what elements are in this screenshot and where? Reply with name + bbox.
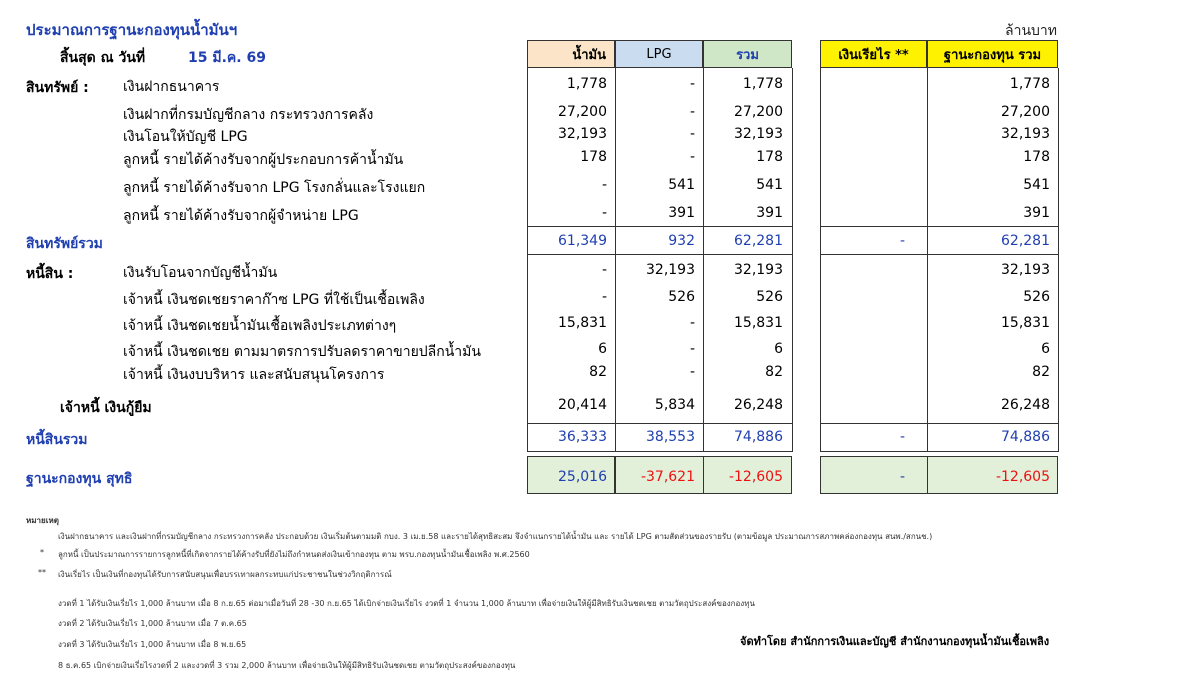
loan-row-oil: 20,414 bbox=[558, 397, 607, 413]
grid-line bbox=[527, 451, 792, 452]
net-position-interest: - bbox=[899, 469, 905, 485]
asset-row-fund: 391 bbox=[1023, 205, 1050, 221]
note-marker: * bbox=[40, 548, 44, 557]
asset-row-oil: - bbox=[601, 177, 607, 193]
grid-line bbox=[527, 254, 792, 255]
prepared-by: จัดทำโดย สำนักการเงินและบัญชี สำนักงานกองทุนน้ำมันเชื้อเพลิง bbox=[740, 635, 1050, 648]
asset-row-total: 1,778 bbox=[742, 76, 783, 92]
liability-row-total: 82 bbox=[765, 364, 783, 380]
liability-row-oil: 15,831 bbox=[558, 315, 607, 331]
liability-row-total: 6 bbox=[774, 341, 783, 357]
column-header-total: รวม bbox=[703, 40, 792, 68]
liability-row-lpg: - bbox=[689, 315, 695, 331]
report-title: ประมาณการฐานะกองทุนน้ำมันฯ bbox=[26, 21, 238, 39]
net-position-label: ฐานะกองทุน สุทธิ bbox=[26, 471, 133, 487]
asset-row-lpg: - bbox=[689, 76, 695, 92]
asset-row-total: 32,193 bbox=[734, 126, 783, 142]
liability-row-lpg: 32,193 bbox=[646, 262, 695, 278]
asset-row-lpg: - bbox=[689, 104, 695, 120]
asset-row-label: เงินโอนให้บัญชี LPG bbox=[123, 129, 248, 145]
asset-row-label: ลูกหนี้ รายได้ค้างรับจากผู้ประกอบการค้าน้ำมัน bbox=[123, 152, 404, 168]
column-header-oil: น้ำมัน bbox=[527, 40, 615, 68]
liability-row-fund: 82 bbox=[1032, 364, 1050, 380]
column-header-lpg: LPG bbox=[615, 40, 703, 68]
total-assets-interest: - bbox=[899, 233, 905, 249]
note-line: งวดที่ 3 ได้รับเงินเรี่ยไร 1,000 ล้านบาท เมื่อ 8 พ.ย.65 bbox=[58, 640, 247, 649]
grid-line bbox=[927, 226, 928, 452]
grid-line bbox=[820, 254, 1058, 255]
column-header-interest: เงินเรียไร ** bbox=[820, 40, 927, 68]
note-marker: ** bbox=[38, 568, 46, 577]
liability-row-fund: 526 bbox=[1023, 289, 1050, 305]
loan-row-label: เจ้าหนี้ เงินกู้ยืม bbox=[60, 400, 152, 416]
assets-section-label: สินทรัพย์ : bbox=[26, 80, 89, 96]
total-assets-label: สินทรัพย์รวม bbox=[26, 236, 103, 252]
asset-row-oil: - bbox=[601, 205, 607, 221]
total-liabilities-total: 74,886 bbox=[734, 429, 783, 445]
grid-line bbox=[703, 226, 704, 452]
asset-row-label: ลูกหนี้ รายได้ค้างรับจาก LPG โรงกลั่นและโรงแยก bbox=[123, 180, 426, 196]
loan-row-lpg: 5,834 bbox=[654, 397, 695, 413]
liability-row-oil: 82 bbox=[589, 364, 607, 380]
total-liabilities-fund: 74,886 bbox=[1001, 429, 1050, 445]
note-line: งวดที่ 1 ได้รับเงินเรี่ยไร 1,000 ล้านบาท เมื่อ 8 ก.ย.65 ต่อมาเมื่อวันที่ 28 -30 ก.ย.65 ได้เบิกจ่ายเงินเรี่ยไร งวดที่ 1 จำนวน 1,000 ล้านบาท เพื่อจ่ายเงินให้ผู้มีสิทธิรับเงินชดเชย ตามวัตถุประสงค์ของกองทุน bbox=[58, 599, 755, 608]
liability-row-label: เจ้าหนี้ เงินชดเชยราคาก๊าซ LPG ที่ใช้เป็นเชื้อเพลิง bbox=[123, 292, 425, 308]
asset-row-label: เงินฝากที่กรมบัญชีกลาง กระทรวงการคลัง bbox=[123, 107, 374, 123]
total-liabilities-oil: 36,333 bbox=[558, 429, 607, 445]
liability-row-total: 32,193 bbox=[734, 262, 783, 278]
period-label: สิ้นสุด ณ วันที่ bbox=[60, 50, 146, 66]
liability-row-label: เจ้าหนี้ เงินงบบริหาร และสนับสนุนโครงการ bbox=[123, 367, 385, 383]
asset-row-oil: 27,200 bbox=[558, 104, 607, 120]
grid-line bbox=[1058, 226, 1059, 452]
asset-row-total: 391 bbox=[756, 205, 783, 221]
asset-row-total: 178 bbox=[756, 149, 783, 165]
asset-row-lpg: - bbox=[689, 126, 695, 142]
grid-line bbox=[820, 226, 821, 452]
grid-line bbox=[820, 423, 1058, 424]
asset-row-oil: 1,778 bbox=[566, 76, 607, 92]
liability-row-label: เงินรับโอนจากบัญชีน้ำมัน bbox=[123, 265, 278, 281]
grid-line bbox=[527, 226, 528, 452]
asset-row-lpg: 541 bbox=[668, 177, 695, 193]
grid-line bbox=[820, 226, 1058, 227]
grid-line bbox=[527, 423, 792, 424]
grid-line bbox=[527, 226, 792, 227]
net-position-lpg: -37,621 bbox=[640, 469, 695, 485]
net-position-fund: -12,605 bbox=[995, 469, 1050, 485]
liability-row-lpg: - bbox=[689, 341, 695, 357]
liability-row-fund: 15,831 bbox=[1001, 315, 1050, 331]
total-assets-fund: 62,281 bbox=[1001, 233, 1050, 249]
asset-row-lpg: - bbox=[689, 149, 695, 165]
total-liabilities-interest: - bbox=[899, 429, 905, 445]
grid-line bbox=[1058, 68, 1059, 226]
liability-row-oil: - bbox=[601, 289, 607, 305]
liability-row-label: เจ้าหนี้ เงินชดเชย ตามมาตรการปรับลดราคาขายปลีกน้ำมัน bbox=[123, 344, 481, 360]
note-line: เงินฝากธนาคาร และเงินฝากที่กรมบัญชีกลาง กระทรวงการคลัง ประกอบด้วย เงินเริ่มต้นตามมติ กบง. 3 เม.ย.58 และรายได้สุทธิสะสม จึงจำแนกรายได้น้ำมัน และ รายได้ LPG ตามสัดส่วนของรายรับ (ตามข้อมูล ประมาณการสภาพคล่องกองทุน สนพ./สกนช.) bbox=[58, 532, 933, 541]
grid-line bbox=[820, 451, 1058, 452]
liabilities-section-label: หนี้สิน : bbox=[26, 266, 74, 282]
total-assets-oil: 61,349 bbox=[558, 233, 607, 249]
liability-row-label: เจ้าหนี้ เงินชดเชยน้ำมันเชื้อเพลิงประเภทต่างๆ bbox=[123, 318, 397, 334]
loan-row-fund: 26,248 bbox=[1001, 397, 1050, 413]
notes-heading: หมายเหตุ bbox=[26, 516, 59, 525]
liability-row-oil: - bbox=[601, 262, 607, 278]
column-header-fund: ฐานะกองทุน รวม bbox=[927, 40, 1058, 68]
liability-row-total: 526 bbox=[756, 289, 783, 305]
unit-label: ล้านบาท bbox=[1005, 23, 1057, 39]
asset-row-oil: 32,193 bbox=[558, 126, 607, 142]
asset-row-total: 27,200 bbox=[734, 104, 783, 120]
asset-row-lpg: 391 bbox=[668, 205, 695, 221]
liability-row-oil: 6 bbox=[598, 341, 607, 357]
liability-row-total: 15,831 bbox=[734, 315, 783, 331]
note-line: ลูกหนี้ เป็นประมาณการรายการลูกหนี้ที่เกิดจากรายได้ค้างรับที่ยังไม่ถึงกำหนดส่งเงินเข้ากองทุน ตาม พรบ.กองทุนน้ำมันเชื้อเพลิง พ.ศ.2560 bbox=[58, 550, 530, 559]
asset-row-oil: 178 bbox=[580, 149, 607, 165]
total-liabilities-label: หนี้สินรวม bbox=[26, 432, 88, 448]
liability-row-lpg: - bbox=[689, 364, 695, 380]
asset-row-fund: 27,200 bbox=[1001, 104, 1050, 120]
net-position-oil: 25,016 bbox=[558, 469, 607, 485]
loan-row-total: 26,248 bbox=[734, 397, 783, 413]
asset-row-fund: 32,193 bbox=[1001, 126, 1050, 142]
note-line: งวดที่ 2 ได้รับเงินเรี่ยไร 1,000 ล้านบาท เมื่อ 7 ต.ค.65 bbox=[58, 619, 247, 628]
total-liabilities-lpg: 38,553 bbox=[646, 429, 695, 445]
asset-row-fund: 541 bbox=[1023, 177, 1050, 193]
grid-line bbox=[615, 226, 616, 452]
asset-row-label: เงินฝากธนาคาร bbox=[123, 79, 220, 95]
grid-line bbox=[792, 226, 793, 452]
asset-row-total: 541 bbox=[756, 177, 783, 193]
liability-row-fund: 6 bbox=[1041, 341, 1050, 357]
total-assets-lpg: 932 bbox=[668, 233, 695, 249]
total-assets-total: 62,281 bbox=[734, 233, 783, 249]
asset-row-label: ลูกหนี้ รายได้ค้างรับจากผู้จำหน่าย LPG bbox=[123, 208, 359, 224]
grid-line bbox=[820, 68, 821, 226]
note-line: เงินเรี่ยไร เป็นเงินที่กองทุนได้รับการสนับสนุนเพื่อบรรเทาผลกระทบแก่ประชาชนในช่วงวิกฤติการณ์ bbox=[58, 570, 392, 579]
period-date: 15 มี.ค. 69 bbox=[188, 50, 266, 66]
net-position-total: -12,605 bbox=[728, 469, 783, 485]
asset-row-fund: 178 bbox=[1023, 149, 1050, 165]
liability-row-lpg: 526 bbox=[668, 289, 695, 305]
asset-row-fund: 1,778 bbox=[1009, 76, 1050, 92]
liability-row-fund: 32,193 bbox=[1001, 262, 1050, 278]
note-line: 8 ธ.ค.65 เบิกจ่ายเงินเรี่ยไรงวดที่ 2 และงวดที่ 3 รวม 2,000 ล้านบาท เพื่อจ่ายเงินให้ผู้มีสิทธิรับเงินชดเชย ตามวัตถุประสงค์ของกองทุน bbox=[58, 661, 516, 670]
grid-line bbox=[792, 68, 793, 226]
